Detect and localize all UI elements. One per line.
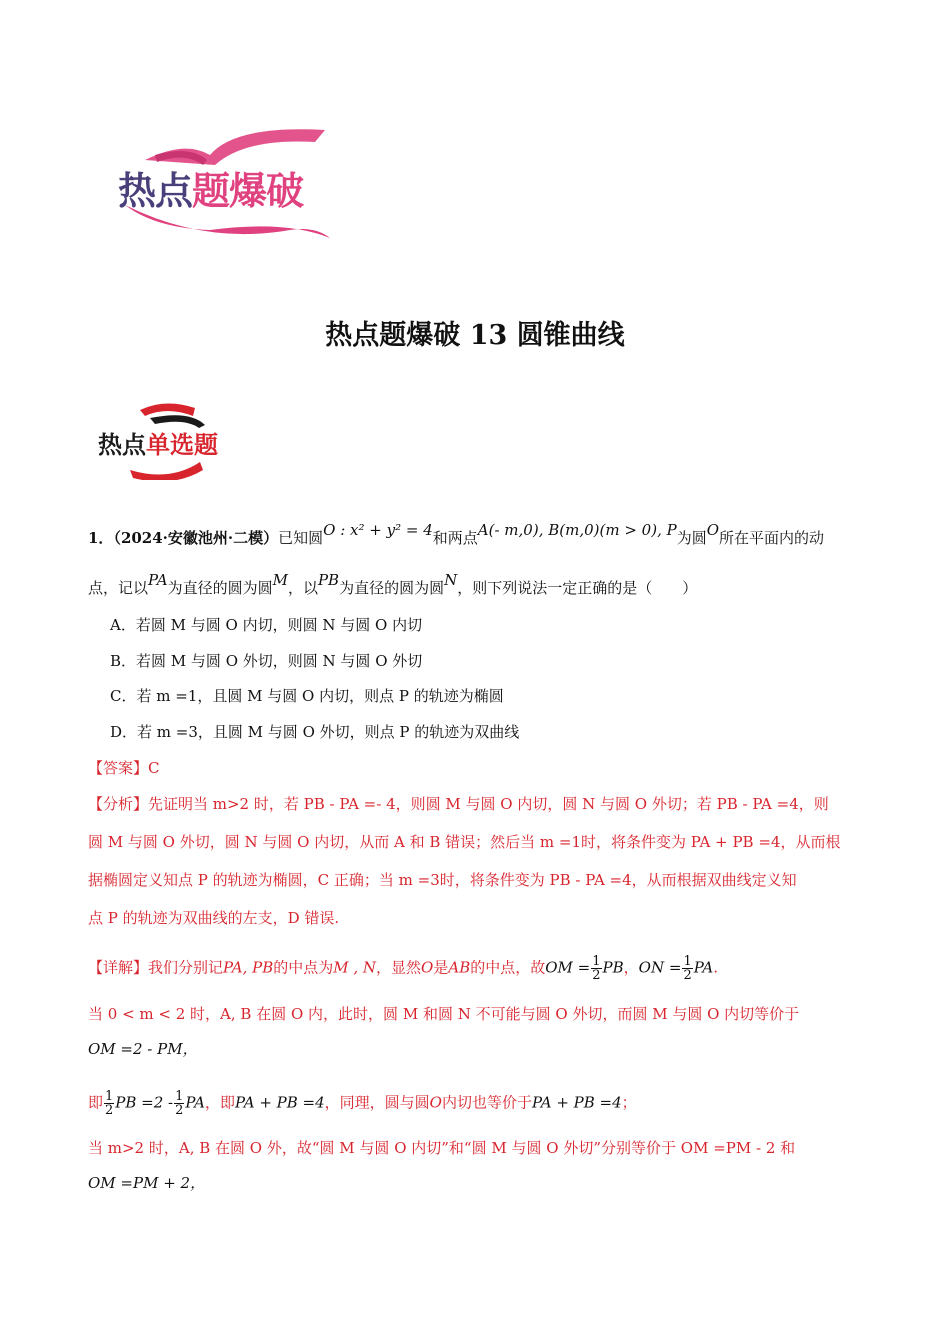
- option-a[interactable]: [110, 615, 422, 635]
- option-b[interactable]: [110, 651, 422, 671]
- analysis-line-1: 【分析】先证明当 m>2 时，若 PB - PA =- 4，则圆 M 与圆 O 内切，圆 N 与圆 O 外切；若 PB - PA =4，则: [88, 795, 829, 813]
- d1-o: .: [713, 958, 719, 977]
- question-text-c: 为圆: [676, 529, 707, 547]
- title-suffix: 圆锥曲线: [516, 320, 625, 351]
- badge-text-part2: 单选题: [146, 431, 218, 459]
- d1-d: M , N: [333, 958, 377, 977]
- page-title: [0, 313, 950, 352]
- option-label: B．: [110, 652, 137, 670]
- question-text-b: 和两点: [432, 529, 478, 547]
- detail-line-2: 当 0 < m < 2 时，A, B 在圆 O 内，此时，圆 M 和圆 N 不可能与圆 O 外切，而圆 M 与圆 O 内切等价于: [88, 1005, 800, 1023]
- title-number: 13: [469, 320, 508, 351]
- q2-a: 点，记以: [88, 579, 149, 597]
- detail-line-5: 当 m>2 时，A, B 在圆 O 外，故“圆 M 与圆 O 内切”和“圆 M 与圆 O 外切”分别等价于 OM =PM - 2 和: [88, 1139, 796, 1157]
- analysis-line-4: 点 P 的轨迹为双曲线的左支，D 错误.: [88, 909, 340, 927]
- fraction-denominator: 2: [683, 968, 692, 983]
- option-d[interactable]: [110, 722, 519, 742]
- symbol-pa: PA: [148, 571, 168, 589]
- circle-equation: O : x² + y² = 4: [323, 521, 433, 539]
- fraction-numerator: 1: [592, 954, 601, 969]
- fraction-denominator: 2: [105, 1103, 114, 1118]
- d1-k: PB: [602, 958, 624, 977]
- d4-d: ，即: [204, 1093, 235, 1112]
- d1-n: PA: [693, 958, 714, 977]
- option-text: 若 m =3，且圆 M 与圆 O 外切，则点 P 的轨迹为双曲线: [137, 723, 520, 741]
- points-expression: A(- m,0), B(m,0)(m > 0), P: [477, 521, 677, 539]
- question-text-d: 所在平面内的动: [719, 529, 825, 547]
- d4-c: PA: [185, 1093, 205, 1112]
- d1-i: 的中点，故: [470, 958, 546, 977]
- logo-text-part2: 题爆破: [192, 169, 304, 213]
- section-badge: [95, 400, 245, 480]
- fraction-half: [104, 1090, 114, 1117]
- option-c[interactable]: [110, 686, 504, 706]
- d4-e: PA + PB =4: [235, 1093, 325, 1112]
- fraction-numerator: 1: [683, 954, 692, 969]
- q2-c: ，以: [287, 579, 318, 597]
- logo-text-part1: 热点: [118, 169, 193, 213]
- analysis-line-3: 据椭圆定义知点 P 的轨迹为椭圆，C 正确；当 m =3时，将条件变为 PB - PA =4，从而根据双曲线定义知: [88, 871, 797, 889]
- option-text: 若 m =1，且圆 M 与圆 O 内切，则点 P 的轨迹为椭圆: [136, 687, 504, 705]
- answer: 【答案】C: [88, 759, 160, 777]
- badge-text-part1: 热点: [98, 431, 146, 459]
- fraction-half: [682, 955, 692, 982]
- d1-e: ，显然: [376, 958, 422, 977]
- question-line-1: [88, 521, 825, 548]
- d4-g: O: [429, 1093, 442, 1112]
- option-text: 若圆 M 与圆 O 外切，则圆 N 与圆 O 外切: [136, 652, 423, 670]
- option-label: C．: [110, 687, 137, 705]
- d1-b: PA, PB: [223, 958, 274, 977]
- question-source: （2024·安徽池州·二模）: [113, 529, 279, 547]
- detail-line-3: OM =2 - PM，: [88, 1040, 198, 1058]
- question-line-2: [88, 571, 698, 598]
- question-number: 1．: [88, 529, 114, 547]
- fraction-denominator: 2: [592, 968, 601, 983]
- fraction-half: [591, 955, 601, 982]
- option-label: A．: [110, 616, 136, 634]
- d4-h: 内切也等价于: [441, 1093, 532, 1112]
- d1-a: 【详解】我们分别记: [88, 958, 224, 977]
- fraction-numerator: 1: [175, 1089, 184, 1104]
- option-text: 若圆 M 与圆 O 内切，则圆 N 与圆 O 内切: [135, 616, 423, 634]
- option-label: D．: [110, 723, 138, 741]
- d1-l: ，: [623, 958, 639, 977]
- d4-a: 即: [88, 1093, 104, 1112]
- d1-f: O: [421, 958, 434, 977]
- question-text-a: 已知圆: [278, 529, 324, 547]
- d1-j: OM =: [545, 958, 591, 977]
- symbol-pb: PB: [317, 571, 340, 589]
- d1-g: 是: [433, 958, 449, 977]
- fraction-numerator: 1: [105, 1089, 114, 1104]
- fraction-half: [174, 1090, 184, 1117]
- logo: [115, 120, 330, 240]
- d4-f: ，同理，圆与圆: [324, 1093, 430, 1112]
- d1-m: ON =: [638, 958, 682, 977]
- d1-c: 的中点为: [273, 958, 334, 977]
- d4-j: ；: [621, 1093, 637, 1112]
- detail-line-6: OM =PM + 2，: [88, 1174, 206, 1192]
- detail-line-4: [88, 1090, 637, 1117]
- q2-e: ，则下列说法一定正确的是（ ）: [457, 579, 698, 597]
- d4-b: PB =2 -: [115, 1093, 174, 1112]
- fraction-denominator: 2: [175, 1103, 184, 1118]
- symbol-m: M: [272, 571, 288, 589]
- q2-b: 为直径的圆为圆: [167, 579, 273, 597]
- analysis-line-2: 圆 M 与圆 O 外切，圆 N 与圆 O 内切，从而 A 和 B 错误；然后当 m =1时，将条件变为 PA + PB =4，从而根: [88, 833, 841, 851]
- detail-line-1: [88, 955, 718, 982]
- d4-i: PA + PB =4: [532, 1093, 622, 1112]
- title-prefix: 热点题爆破: [325, 320, 461, 351]
- d1-h: AB: [448, 958, 471, 977]
- symbol-n: N: [444, 571, 458, 589]
- symbol-o: O: [706, 521, 720, 539]
- q2-d: 为直径的圆为圆: [339, 579, 445, 597]
